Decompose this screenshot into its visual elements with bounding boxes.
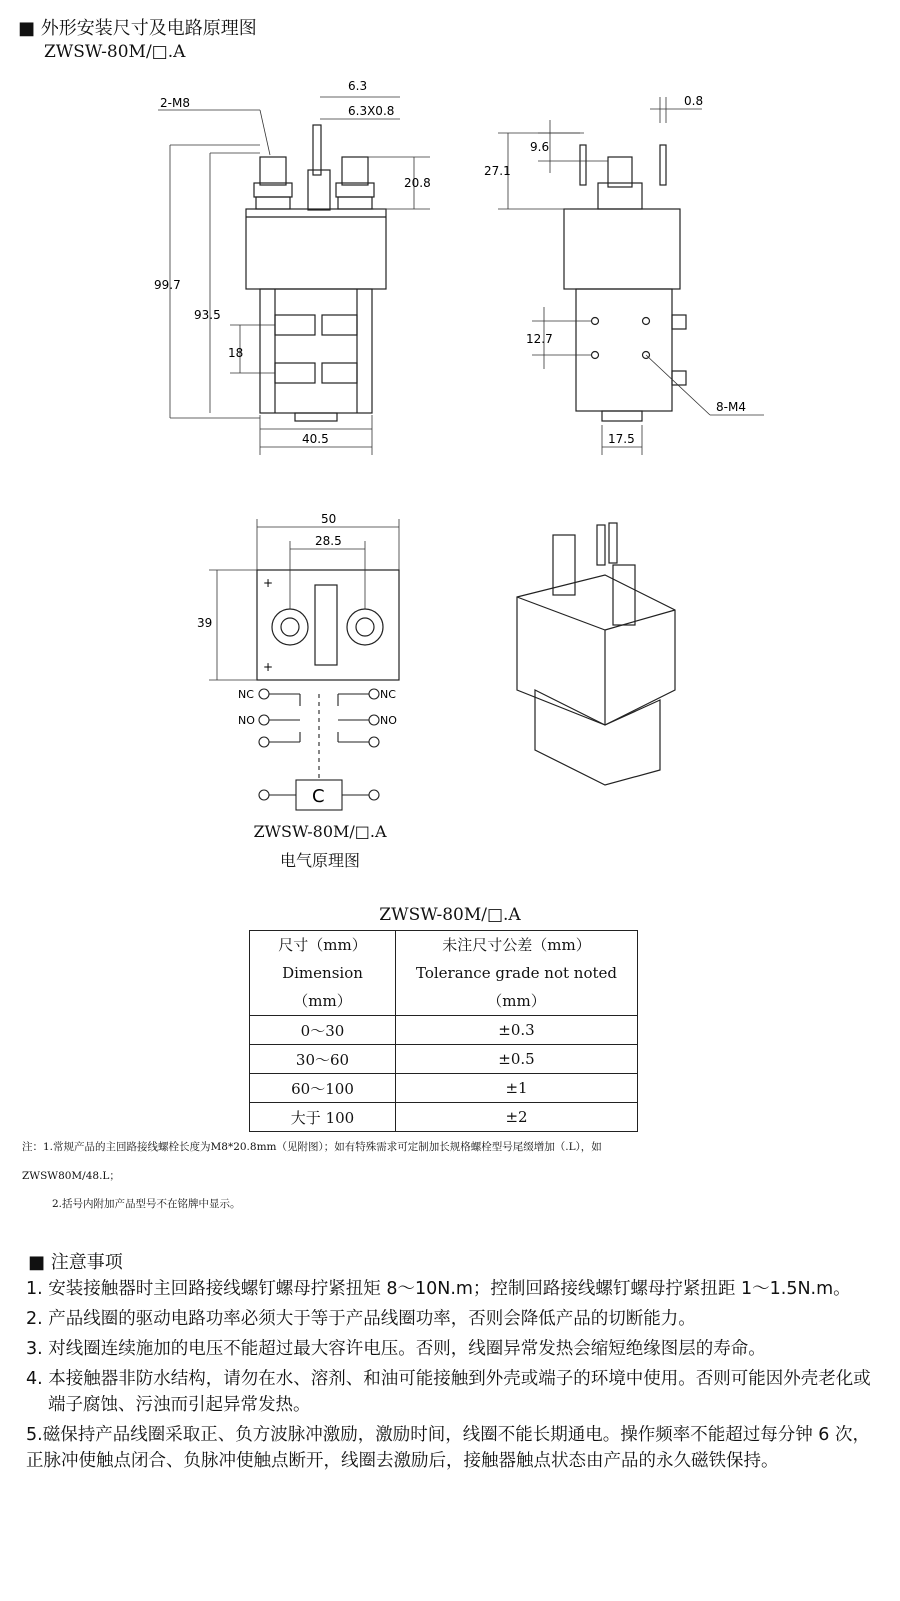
header-dimension (250, 931, 396, 1016)
list-item: 4. 本接触器非防水结构，请勿在水、溶剂、和油可能接触到外壳或端子的环境中使用。否则可能因外壳老化或端子腐蚀、污浊而引起异常发热。 (26, 1369, 871, 1415)
header-dimension-cn: 尺寸（mm） (278, 936, 367, 954)
header-dimension-en: Dimension (282, 964, 363, 982)
cell-range: 0～30 (250, 1016, 396, 1045)
label-tab-thickness: 0.8 (684, 94, 704, 108)
table-header-row (250, 931, 638, 1016)
front-view-drawing (150, 75, 440, 465)
schematic-caption: 电气原理图 (279, 851, 360, 870)
section-title-dimensions: ■ 外形安装尺寸及电路原理图 (18, 18, 257, 39)
label-body-height: 93.5 (194, 308, 221, 322)
label-coil-pitch: 18 (228, 346, 244, 360)
precautions-list (26, 1276, 876, 1478)
label-thread: 2-M8 (160, 96, 190, 110)
header-dimension-unit: （mm） (293, 992, 352, 1010)
label-depth: 39 (197, 616, 213, 630)
electrical-schematic (230, 680, 405, 815)
list-item: 5.磁保持产品线圈采取正、负方波脉冲激励，激励时间，线圈不能长期通电。操作频率不能超过每分钟 6 次，正脉冲使触点闭合、负脉冲使触点断开，线圈去激励后，接触器触点状态由产品的永久磁铁保持。 (26, 1425, 870, 1471)
table-title: ZWSW-80M/□.A (379, 905, 521, 925)
cell-tolerance: ±0.3 (396, 1016, 638, 1045)
tolerance-table (249, 930, 638, 1132)
label-width: 40.5 (302, 432, 329, 446)
label-no-right: NO (380, 714, 397, 727)
cell-tolerance: ±0.5 (396, 1045, 638, 1074)
note-1a: 注：1.常规产品的主回路接线螺栓长度为M8*20.8mm（见附图）；如有特殊需求可定制加长规格螺栓型号尾缀增加（.L），如 (22, 1141, 602, 1153)
cell-tolerance: ±1 (396, 1074, 638, 1103)
list-item: 1. 安装接触器时主回路接线螺钉螺母拧紧扭矩 8～10N.m；控制回路接线螺钉螺母拧紧扭距 1～1.5N.m。 (26, 1279, 851, 1299)
label-tab-size: 6.3X0.8 (348, 104, 395, 118)
label-tab-offset: 9.6 (530, 140, 550, 154)
cell-range: 60～100 (250, 1074, 396, 1103)
header-tolerance-en: Tolerance grade not noted (415, 964, 617, 982)
table-row (250, 1074, 638, 1103)
top-view-drawing (195, 505, 425, 690)
cell-tolerance: ±2 (396, 1103, 638, 1132)
schematic-model: ZWSW-80M/□.A (253, 822, 387, 841)
label-no-left: NO (238, 714, 255, 727)
label-plus-bottom: + (263, 660, 274, 674)
label-nc-right: NC (380, 688, 396, 701)
note-2: 2.括号内附加产品型号不在铭牌中显示。 (52, 1198, 241, 1210)
isometric-view (505, 515, 705, 790)
model-number: ZWSW-80M/□.A (44, 42, 186, 62)
label-stud-height: 20.8 (404, 176, 431, 190)
list-item: 3. 对线圈连续施加的电压不能超过最大容许电压。否则，线圈异常发热会缩短绝缘图层的寿命。 (26, 1339, 766, 1359)
section-title-precautions: ■ 注意事项 (28, 1252, 123, 1273)
label-holes: 8-M4 (716, 400, 746, 414)
table-row (250, 1016, 638, 1045)
side-view-drawing (480, 75, 770, 465)
cell-range: 大于 100 (250, 1103, 396, 1132)
label-base-width: 17.5 (608, 432, 635, 446)
header-tolerance (396, 931, 638, 1016)
note-1b: ZWSW80M/48.L； (22, 1170, 120, 1182)
list-item: 2. 产品线圈的驱动电路功率必须大于等于产品线圈功率，否则会降低产品的切断能力。 (26, 1309, 696, 1329)
label-total-height: 99.7 (154, 278, 181, 292)
header-tolerance-cn: 未注尺寸公差（mm） (442, 936, 591, 954)
label-plus-top: + (263, 576, 274, 590)
label-hole-pitch: 12.7 (526, 332, 553, 346)
cell-range: 30～60 (250, 1045, 396, 1074)
table-row (250, 1045, 638, 1074)
label-top-height: 27.1 (484, 164, 511, 178)
header-tolerance-unit: （mm） (487, 992, 546, 1010)
label-top-width: 50 (321, 512, 337, 526)
table-row (250, 1103, 638, 1132)
label-nc-left: NC (238, 688, 254, 701)
label-tab-width: 6.3 (348, 79, 368, 93)
label-stud-pitch: 28.5 (315, 534, 342, 548)
label-coil: C (312, 786, 325, 807)
